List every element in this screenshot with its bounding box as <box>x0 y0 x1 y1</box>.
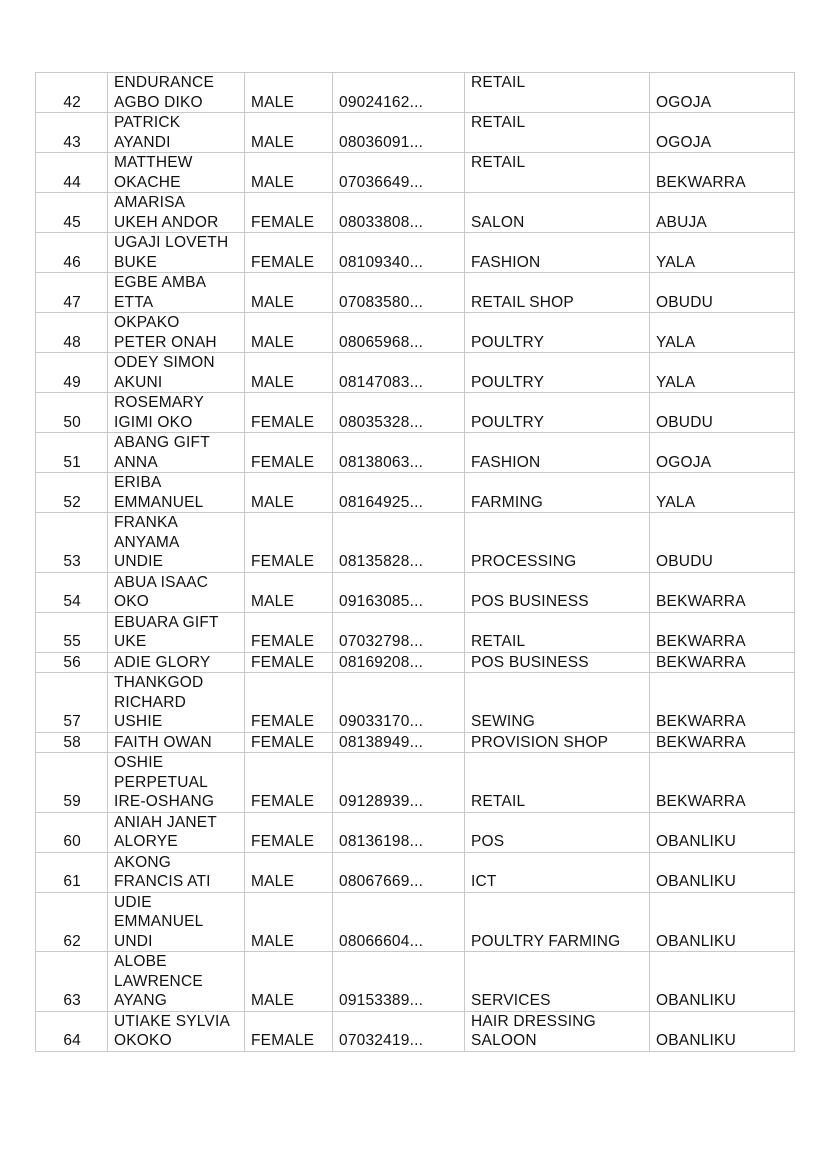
table-row <box>36 73 795 113</box>
table-row <box>36 313 795 353</box>
location-cell: YALA <box>650 233 795 273</box>
location-cell: OBUDU <box>650 513 795 573</box>
location-cell: ABUJA <box>650 193 795 233</box>
name-line: ERIBA <box>114 474 162 491</box>
name-line: ROSEMARY <box>114 394 205 411</box>
gender-cell: MALE <box>245 353 333 393</box>
business-line: FARMING <box>471 493 544 511</box>
phone-cell: 09033170... <box>333 673 465 733</box>
business-cell <box>465 113 650 153</box>
row-number-cell: 64 <box>36 1011 108 1051</box>
table-row <box>36 273 795 313</box>
business-line: RETAIL <box>471 154 526 171</box>
business-line: SERVICES <box>471 992 551 1009</box>
phone-cell: 09163085... <box>333 572 465 612</box>
name-cell <box>108 1011 245 1051</box>
name-line: UKEH ANDOR <box>114 213 219 231</box>
phone-cell: 07032419... <box>333 1011 465 1051</box>
name-line: UTIAKE SYLVIA <box>114 1012 231 1030</box>
row-number-cell: 61 <box>36 852 108 892</box>
location-cell: OBANLIKU <box>650 1011 795 1051</box>
business-line: POS BUSINESS <box>471 593 589 610</box>
row-number-cell: 60 <box>36 812 108 852</box>
table-row <box>36 572 795 612</box>
business-line <box>471 173 649 193</box>
row-number-cell: 47 <box>36 273 108 313</box>
phone-cell: 08036091... <box>333 113 465 153</box>
location-cell: BEKWARRA <box>650 153 795 193</box>
business-line: PROVISION SHOP <box>471 733 609 751</box>
table-row <box>36 473 795 513</box>
location-cell: BEKWARRA <box>650 673 795 733</box>
name-line: ETTA <box>114 293 154 311</box>
phone-cell: 08169208... <box>333 652 465 673</box>
table-row <box>36 113 795 153</box>
table-row <box>36 673 795 733</box>
business-cell <box>465 233 650 273</box>
name-line: PATRICK <box>114 114 181 131</box>
row-number-cell: 51 <box>36 433 108 473</box>
name-cell <box>108 353 245 393</box>
name-line: ODEY SIMON <box>114 354 215 371</box>
table-row <box>36 952 795 1012</box>
name-line: MATTHEW <box>114 154 193 171</box>
business-cell <box>465 353 650 393</box>
table-row <box>36 513 795 573</box>
phone-cell: 08136198... <box>333 812 465 852</box>
name-cell <box>108 153 245 193</box>
table-row <box>36 612 795 652</box>
location-cell: BEKWARRA <box>650 652 795 673</box>
phone-cell: 09128939... <box>333 753 465 813</box>
row-number-cell: 46 <box>36 233 108 273</box>
business-cell <box>465 812 650 852</box>
business-line: SALON <box>471 213 525 231</box>
row-number-cell: 58 <box>36 732 108 753</box>
gender-cell: MALE <box>245 892 333 952</box>
phone-cell: 08033808... <box>333 193 465 233</box>
location-cell: OBANLIKU <box>650 812 795 852</box>
name-cell <box>108 753 245 813</box>
business-line: FASHION <box>471 453 541 471</box>
name-line: AKONG <box>114 853 171 871</box>
name-line: AYANDI <box>114 133 171 151</box>
business-line: POS <box>471 833 505 850</box>
name-line: UKE <box>114 633 147 650</box>
business-cell <box>465 1011 650 1051</box>
name-line: EMMANUEL <box>114 493 204 511</box>
gender-cell: MALE <box>245 852 333 892</box>
name-line: UNDIE <box>114 553 164 570</box>
name-line: AMARISA <box>114 194 186 211</box>
phone-cell: 07036649... <box>333 153 465 193</box>
gender-cell: MALE <box>245 113 333 153</box>
business-line <box>471 93 649 113</box>
business-cell <box>465 572 650 612</box>
name-line: LAWRENCE <box>114 972 203 990</box>
row-number-cell: 63 <box>36 952 108 1012</box>
name-line: ANIAH JANET <box>114 813 217 831</box>
gender-cell: FEMALE <box>245 433 333 473</box>
name-line: OKPAKO <box>114 314 180 331</box>
row-number-cell: 59 <box>36 753 108 813</box>
table-row <box>36 153 795 193</box>
table-row <box>36 233 795 273</box>
beneficiary-table <box>35 72 795 1052</box>
gender-cell: MALE <box>245 952 333 1012</box>
table-row <box>36 353 795 393</box>
table-row <box>36 1011 795 1051</box>
location-cell: YALA <box>650 313 795 353</box>
name-cell <box>108 812 245 852</box>
business-line: POULTRY <box>471 333 545 351</box>
name-line: ABUA ISAAC <box>114 573 209 591</box>
name-cell <box>108 313 245 353</box>
name-cell <box>108 852 245 892</box>
name-cell <box>108 393 245 433</box>
gender-cell: MALE <box>245 273 333 313</box>
name-line: RICHARD <box>114 693 187 711</box>
location-cell: BEKWARRA <box>650 612 795 652</box>
name-line: EMMANUEL <box>114 913 204 930</box>
row-number-cell: 42 <box>36 73 108 113</box>
name-cell <box>108 732 245 753</box>
name-line: IRE-OSHANG <box>114 793 215 810</box>
business-cell <box>465 273 650 313</box>
name-cell <box>108 673 245 733</box>
table-row <box>36 652 795 673</box>
gender-cell: FEMALE <box>245 513 333 573</box>
business-line: POULTRY FARMING <box>471 932 621 950</box>
name-line: ANNA <box>114 453 158 471</box>
name-line: FRANKA <box>114 514 179 531</box>
business-cell <box>465 393 650 433</box>
table-row <box>36 812 795 852</box>
business-cell <box>465 73 650 113</box>
name-cell <box>108 952 245 1012</box>
location-cell: OGOJA <box>650 73 795 113</box>
name-line: AKUNI <box>114 373 163 391</box>
table-row <box>36 433 795 473</box>
name-line: EBUARA GIFT <box>114 613 219 631</box>
business-cell <box>465 753 650 813</box>
name-line: FRANCIS ATI <box>114 873 211 890</box>
name-line: UDIE <box>114 893 152 911</box>
business-cell <box>465 193 650 233</box>
name-cell <box>108 73 245 113</box>
gender-cell: MALE <box>245 153 333 193</box>
table-row <box>36 393 795 433</box>
name-line: FAITH OWAN <box>114 733 212 751</box>
name-cell <box>108 572 245 612</box>
phone-cell: 08109340... <box>333 233 465 273</box>
location-cell: OBANLIKU <box>650 892 795 952</box>
row-number-cell: 43 <box>36 113 108 153</box>
name-line: ABANG GIFT <box>114 434 210 451</box>
name-line: ADIE GLORY <box>114 653 211 671</box>
business-cell <box>465 673 650 733</box>
phone-cell: 08067669... <box>333 852 465 892</box>
table-body <box>36 73 795 1052</box>
name-line: OKO <box>114 593 150 610</box>
name-line: UGAJI LOVETH <box>114 234 229 251</box>
location-cell: BEKWARRA <box>650 732 795 753</box>
business-line: POULTRY <box>471 413 545 431</box>
row-number-cell: 54 <box>36 572 108 612</box>
phone-cell: 08147083... <box>333 353 465 393</box>
business-line: POS BUSINESS <box>471 653 589 671</box>
name-cell <box>108 892 245 952</box>
business-cell <box>465 153 650 193</box>
business-cell <box>465 612 650 652</box>
name-line: IGIMI OKO <box>114 413 193 431</box>
row-number-cell: 44 <box>36 153 108 193</box>
name-line: USHIE <box>114 713 163 730</box>
business-cell <box>465 473 650 513</box>
location-cell: OBUDU <box>650 393 795 433</box>
table-row <box>36 753 795 813</box>
table-row <box>36 732 795 753</box>
name-line: AGBO DIKO <box>114 93 203 111</box>
phone-cell: 09024162... <box>333 73 465 113</box>
business-cell <box>465 433 650 473</box>
name-cell <box>108 433 245 473</box>
name-cell <box>108 233 245 273</box>
gender-cell: FEMALE <box>245 193 333 233</box>
phone-cell: 08065968... <box>333 313 465 353</box>
gender-cell: FEMALE <box>245 233 333 273</box>
table-row <box>36 193 795 233</box>
business-line: RETAIL <box>471 114 526 131</box>
business-line: FASHION <box>471 253 541 271</box>
gender-cell: MALE <box>245 473 333 513</box>
location-cell: BEKWARRA <box>650 753 795 813</box>
gender-cell: FEMALE <box>245 652 333 673</box>
name-cell <box>108 513 245 573</box>
business-cell <box>465 652 650 673</box>
business-cell <box>465 952 650 1012</box>
name-cell <box>108 612 245 652</box>
phone-cell: 08035328... <box>333 393 465 433</box>
business-line: RETAIL <box>471 793 526 810</box>
phone-cell: 09153389... <box>333 952 465 1012</box>
business-line: SEWING <box>471 713 536 730</box>
phone-cell: 08138063... <box>333 433 465 473</box>
name-line: BUKE <box>114 253 158 271</box>
gender-cell: FEMALE <box>245 612 333 652</box>
business-line: RETAIL SHOP <box>471 293 574 311</box>
row-number-cell: 62 <box>36 892 108 952</box>
name-line: UNDI <box>114 932 153 950</box>
name-line: OKACHE <box>114 173 181 191</box>
table-row <box>36 892 795 952</box>
phone-cell: 08135828... <box>333 513 465 573</box>
name-cell <box>108 113 245 153</box>
row-number-cell: 55 <box>36 612 108 652</box>
name-line: THANKGOD <box>114 674 204 691</box>
gender-cell: FEMALE <box>245 393 333 433</box>
location-cell: BEKWARRA <box>650 572 795 612</box>
location-cell: OBUDU <box>650 273 795 313</box>
gender-cell: MALE <box>245 313 333 353</box>
name-cell <box>108 473 245 513</box>
location-cell: OBANLIKU <box>650 852 795 892</box>
gender-cell: MALE <box>245 73 333 113</box>
row-number-cell: 57 <box>36 673 108 733</box>
row-number-cell: 50 <box>36 393 108 433</box>
phone-cell: 07032798... <box>333 612 465 652</box>
name-line: OKOKO <box>114 1032 172 1049</box>
name-line: ANYAMA <box>114 533 180 551</box>
row-number-cell: 56 <box>36 652 108 673</box>
gender-cell: FEMALE <box>245 812 333 852</box>
business-line: HAIR DRESSING <box>471 1012 596 1030</box>
business-line <box>471 133 649 153</box>
business-cell <box>465 732 650 753</box>
row-number-cell: 48 <box>36 313 108 353</box>
business-line: SALOON <box>471 1032 537 1049</box>
name-line: ALOBE <box>114 953 167 970</box>
gender-cell: FEMALE <box>245 753 333 813</box>
row-number-cell: 53 <box>36 513 108 573</box>
name-line: OSHIE <box>114 754 164 771</box>
phone-cell: 07083580... <box>333 273 465 313</box>
gender-cell: FEMALE <box>245 673 333 733</box>
name-line: ENDURANCE <box>114 74 214 91</box>
row-number-cell: 49 <box>36 353 108 393</box>
row-number-cell: 52 <box>36 473 108 513</box>
name-line: AYANG <box>114 992 167 1009</box>
business-cell <box>465 852 650 892</box>
phone-cell: 08138949... <box>333 732 465 753</box>
name-line: PETER ONAH <box>114 333 217 351</box>
name-line: EGBE AMBA <box>114 274 207 291</box>
location-cell: OBANLIKU <box>650 952 795 1012</box>
gender-cell: FEMALE <box>245 732 333 753</box>
location-cell: YALA <box>650 473 795 513</box>
name-line: ALORYE <box>114 833 178 850</box>
business-line: RETAIL <box>471 633 526 650</box>
gender-cell: FEMALE <box>245 1011 333 1051</box>
row-number-cell: 45 <box>36 193 108 233</box>
name-cell <box>108 652 245 673</box>
business-cell <box>465 313 650 353</box>
business-line: ICT <box>471 873 497 890</box>
business-line: POULTRY <box>471 373 545 391</box>
name-cell <box>108 193 245 233</box>
table-row <box>36 852 795 892</box>
business-cell <box>465 513 650 573</box>
gender-cell: MALE <box>245 572 333 612</box>
phone-cell: 08066604... <box>333 892 465 952</box>
name-line: PERPETUAL <box>114 773 208 791</box>
location-cell: OGOJA <box>650 433 795 473</box>
location-cell: OGOJA <box>650 113 795 153</box>
location-cell: YALA <box>650 353 795 393</box>
phone-cell: 08164925... <box>333 473 465 513</box>
business-line: RETAIL <box>471 74 526 91</box>
name-cell <box>108 273 245 313</box>
business-cell <box>465 892 650 952</box>
business-line: PROCESSING <box>471 553 577 570</box>
